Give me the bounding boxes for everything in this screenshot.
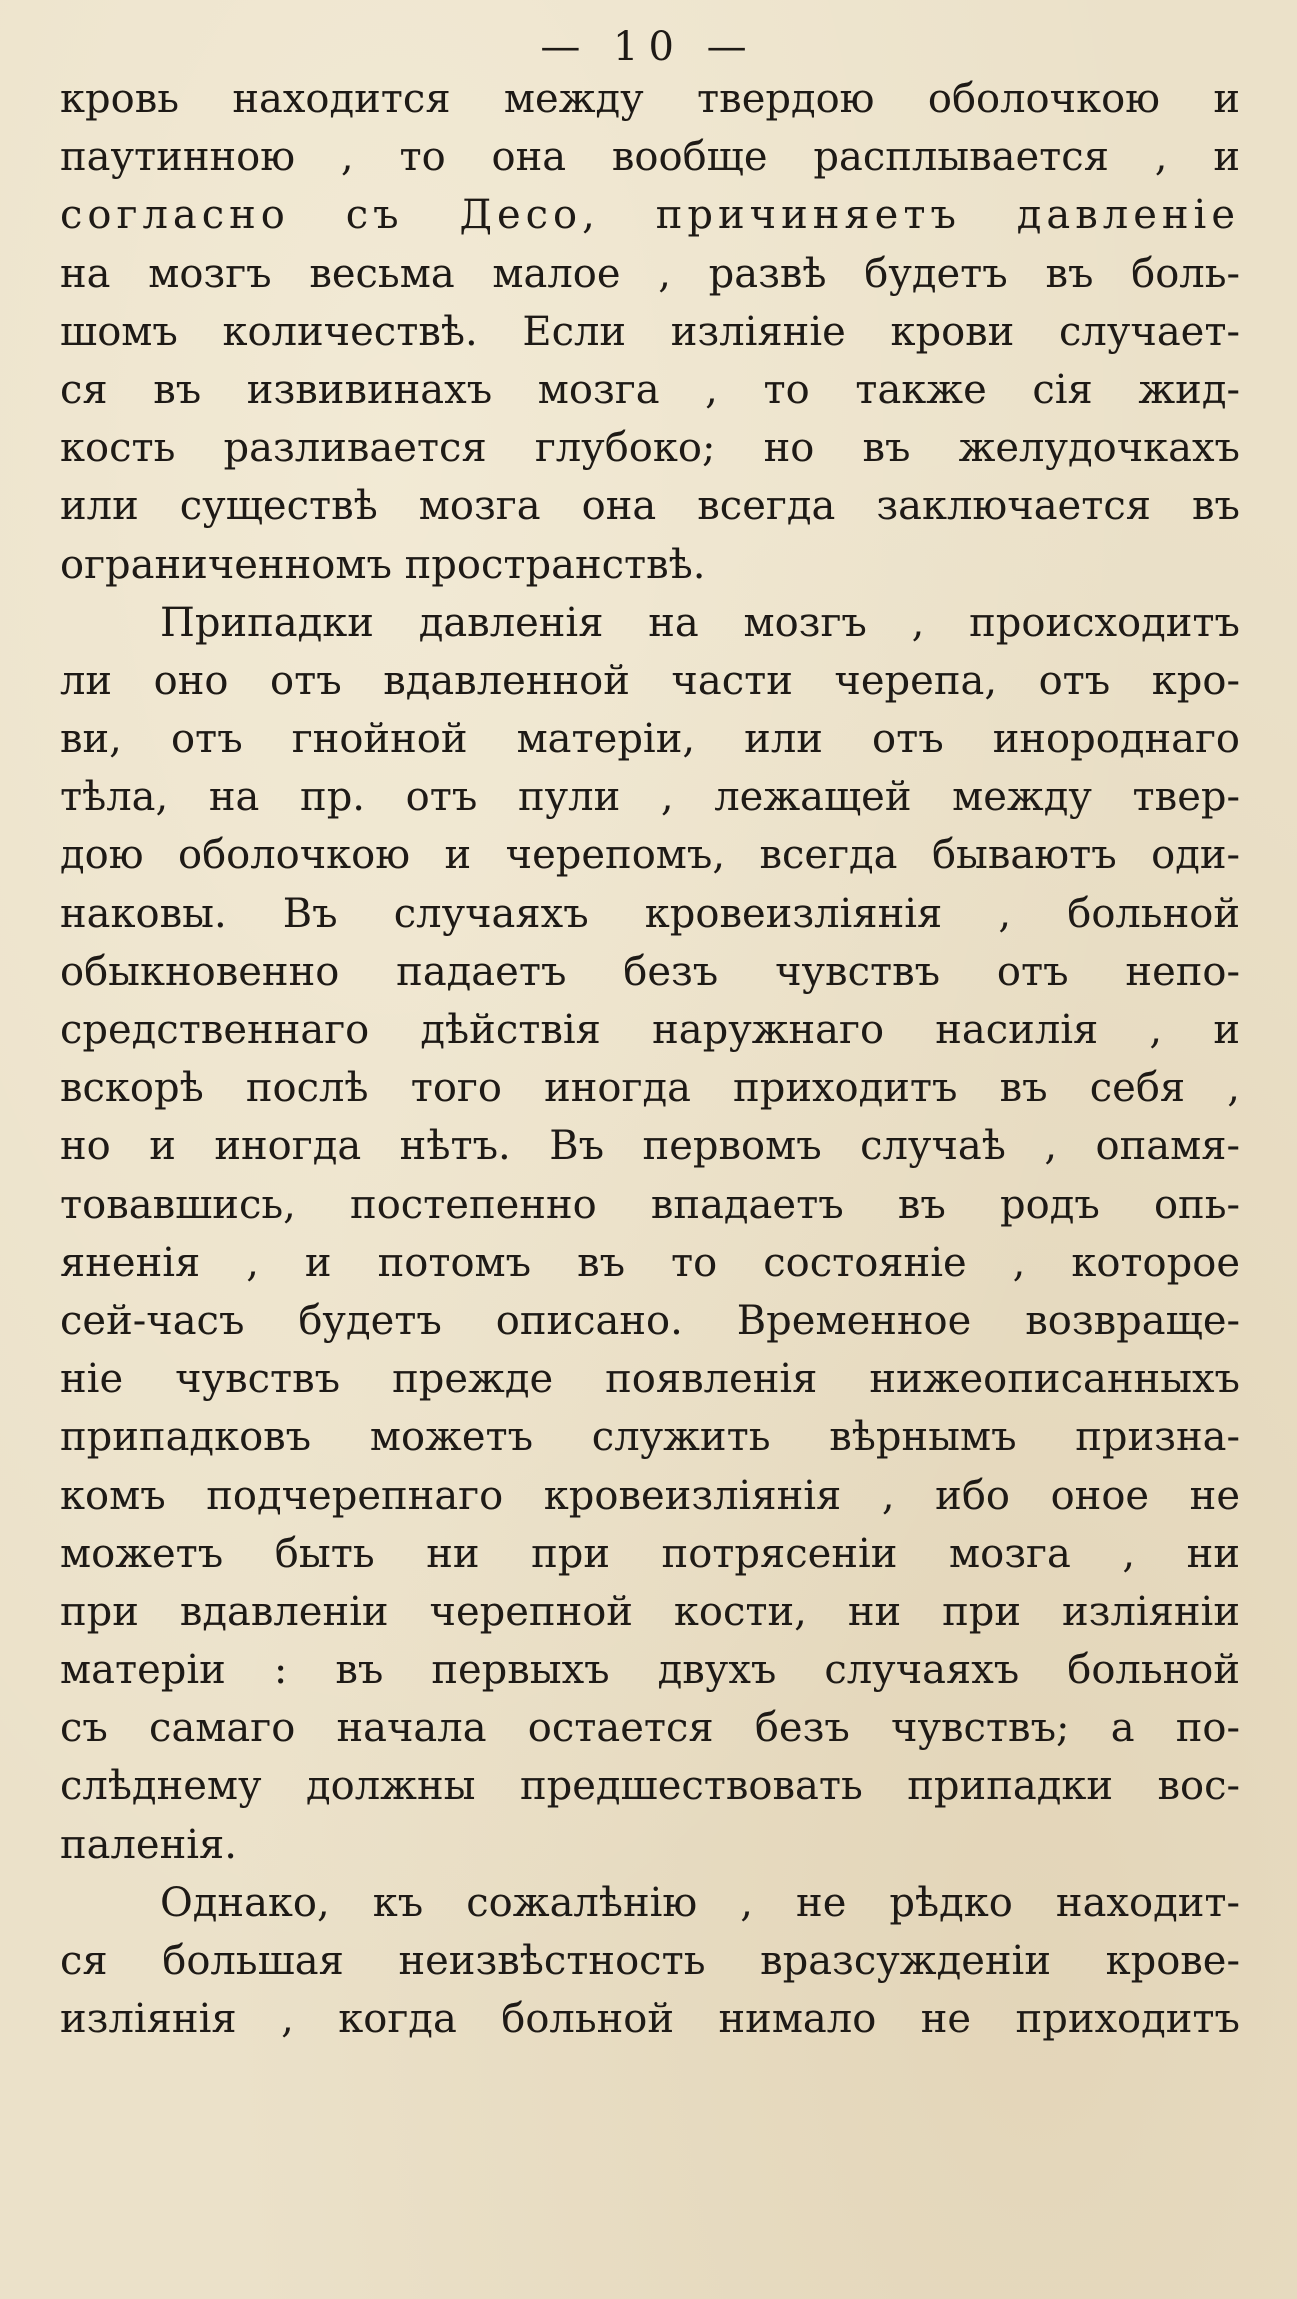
text-line: тѣла, на пр. отъ пули , лежащей между твер- [60,774,1240,821]
text-line: яненія , и потомъ въ то состояніе , которое [60,1239,1240,1286]
text-line: вскорѣ послѣ того иногда приходитъ въ себя , [60,1065,1240,1112]
text-line: ся въ извивинахъ мозга , то также сія жид- [60,366,1240,413]
text-line: шомъ количествѣ. Если изліяніе крови случает- [60,308,1240,355]
text-line: ограниченномъ пространствѣ. [60,541,706,588]
text-line: можетъ быть ни при потрясеніи мозга , ни [60,1530,1240,1577]
text-line: согласно съ Десо, причиняетъ давленіе [60,192,1240,239]
text-line: матеріи : въ первыхъ двухъ случаяхъ больной [60,1647,1240,1694]
text-line: Однако, къ сожалѣнію , не рѣдко находит- [160,1879,1240,1926]
text-line: наковы. Въ случаяхъ кровеизліянія , больной [60,890,1240,937]
text-line: при вдавленіи черепной кости, ни при изліяніи [60,1588,1240,1635]
text-line: кость разливается глубоко; но въ желудочкахъ [60,425,1240,472]
text-line: съ самаго начала остается безъ чувствъ; а по- [60,1705,1240,1752]
text-line: дою оболочкою и черепомъ, всегда бываютъ оди- [60,832,1240,879]
text-line: но и иногда нѣтъ. Въ первомъ случаѣ , опамя- [60,1123,1240,1170]
text-line: ніе чувствъ прежде появленія нижеописанныхъ [60,1356,1240,1403]
page-number: — 10 — [540,24,757,70]
text-line: изліянія , когда больной нимало не приходитъ [60,1996,1240,2043]
text-line: ли оно отъ вдавленной части черепа, отъ кро- [60,657,1240,704]
text-line: или существѣ мозга она всегда заключается въ [60,483,1240,530]
text-line: кровь находится между твердою оболочкою и [60,76,1240,122]
text-line: паутинною , то она вообще расплывается , и [60,134,1240,181]
text-line: Припадки давленія на мозгъ , происходитъ [160,599,1240,646]
text-line: паленія. [60,1821,237,1868]
page-text [60,70,1240,2048]
text-line: слѣднему должны предшествовать припадки вос- [60,1763,1240,1810]
text-line: средственнаго дѣйствія наружнаго насилія , и [60,1007,1240,1053]
text-line: ся большая неизвѣстность вразсужденіи крове- [60,1938,1240,1984]
text-line: комъ подчерепнаго кровеизліянія , ибо оное не [60,1472,1240,1519]
text-line: обыкновенно падаетъ безъ чувствъ отъ непо- [60,948,1240,995]
text-line: ви, отъ гнойной матеріи, или отъ инороднаго [60,716,1240,763]
text-line: сей-часъ будетъ описано. Временное возвраще- [60,1297,1240,1344]
text-line: на мозгъ весьма малое , развѣ будетъ въ боль- [60,250,1240,297]
text-line: припадковъ можетъ служить вѣрнымъ призна- [60,1414,1240,1461]
text-line: товавшись, постепенно впадаетъ въ родъ опь- [60,1181,1240,1228]
